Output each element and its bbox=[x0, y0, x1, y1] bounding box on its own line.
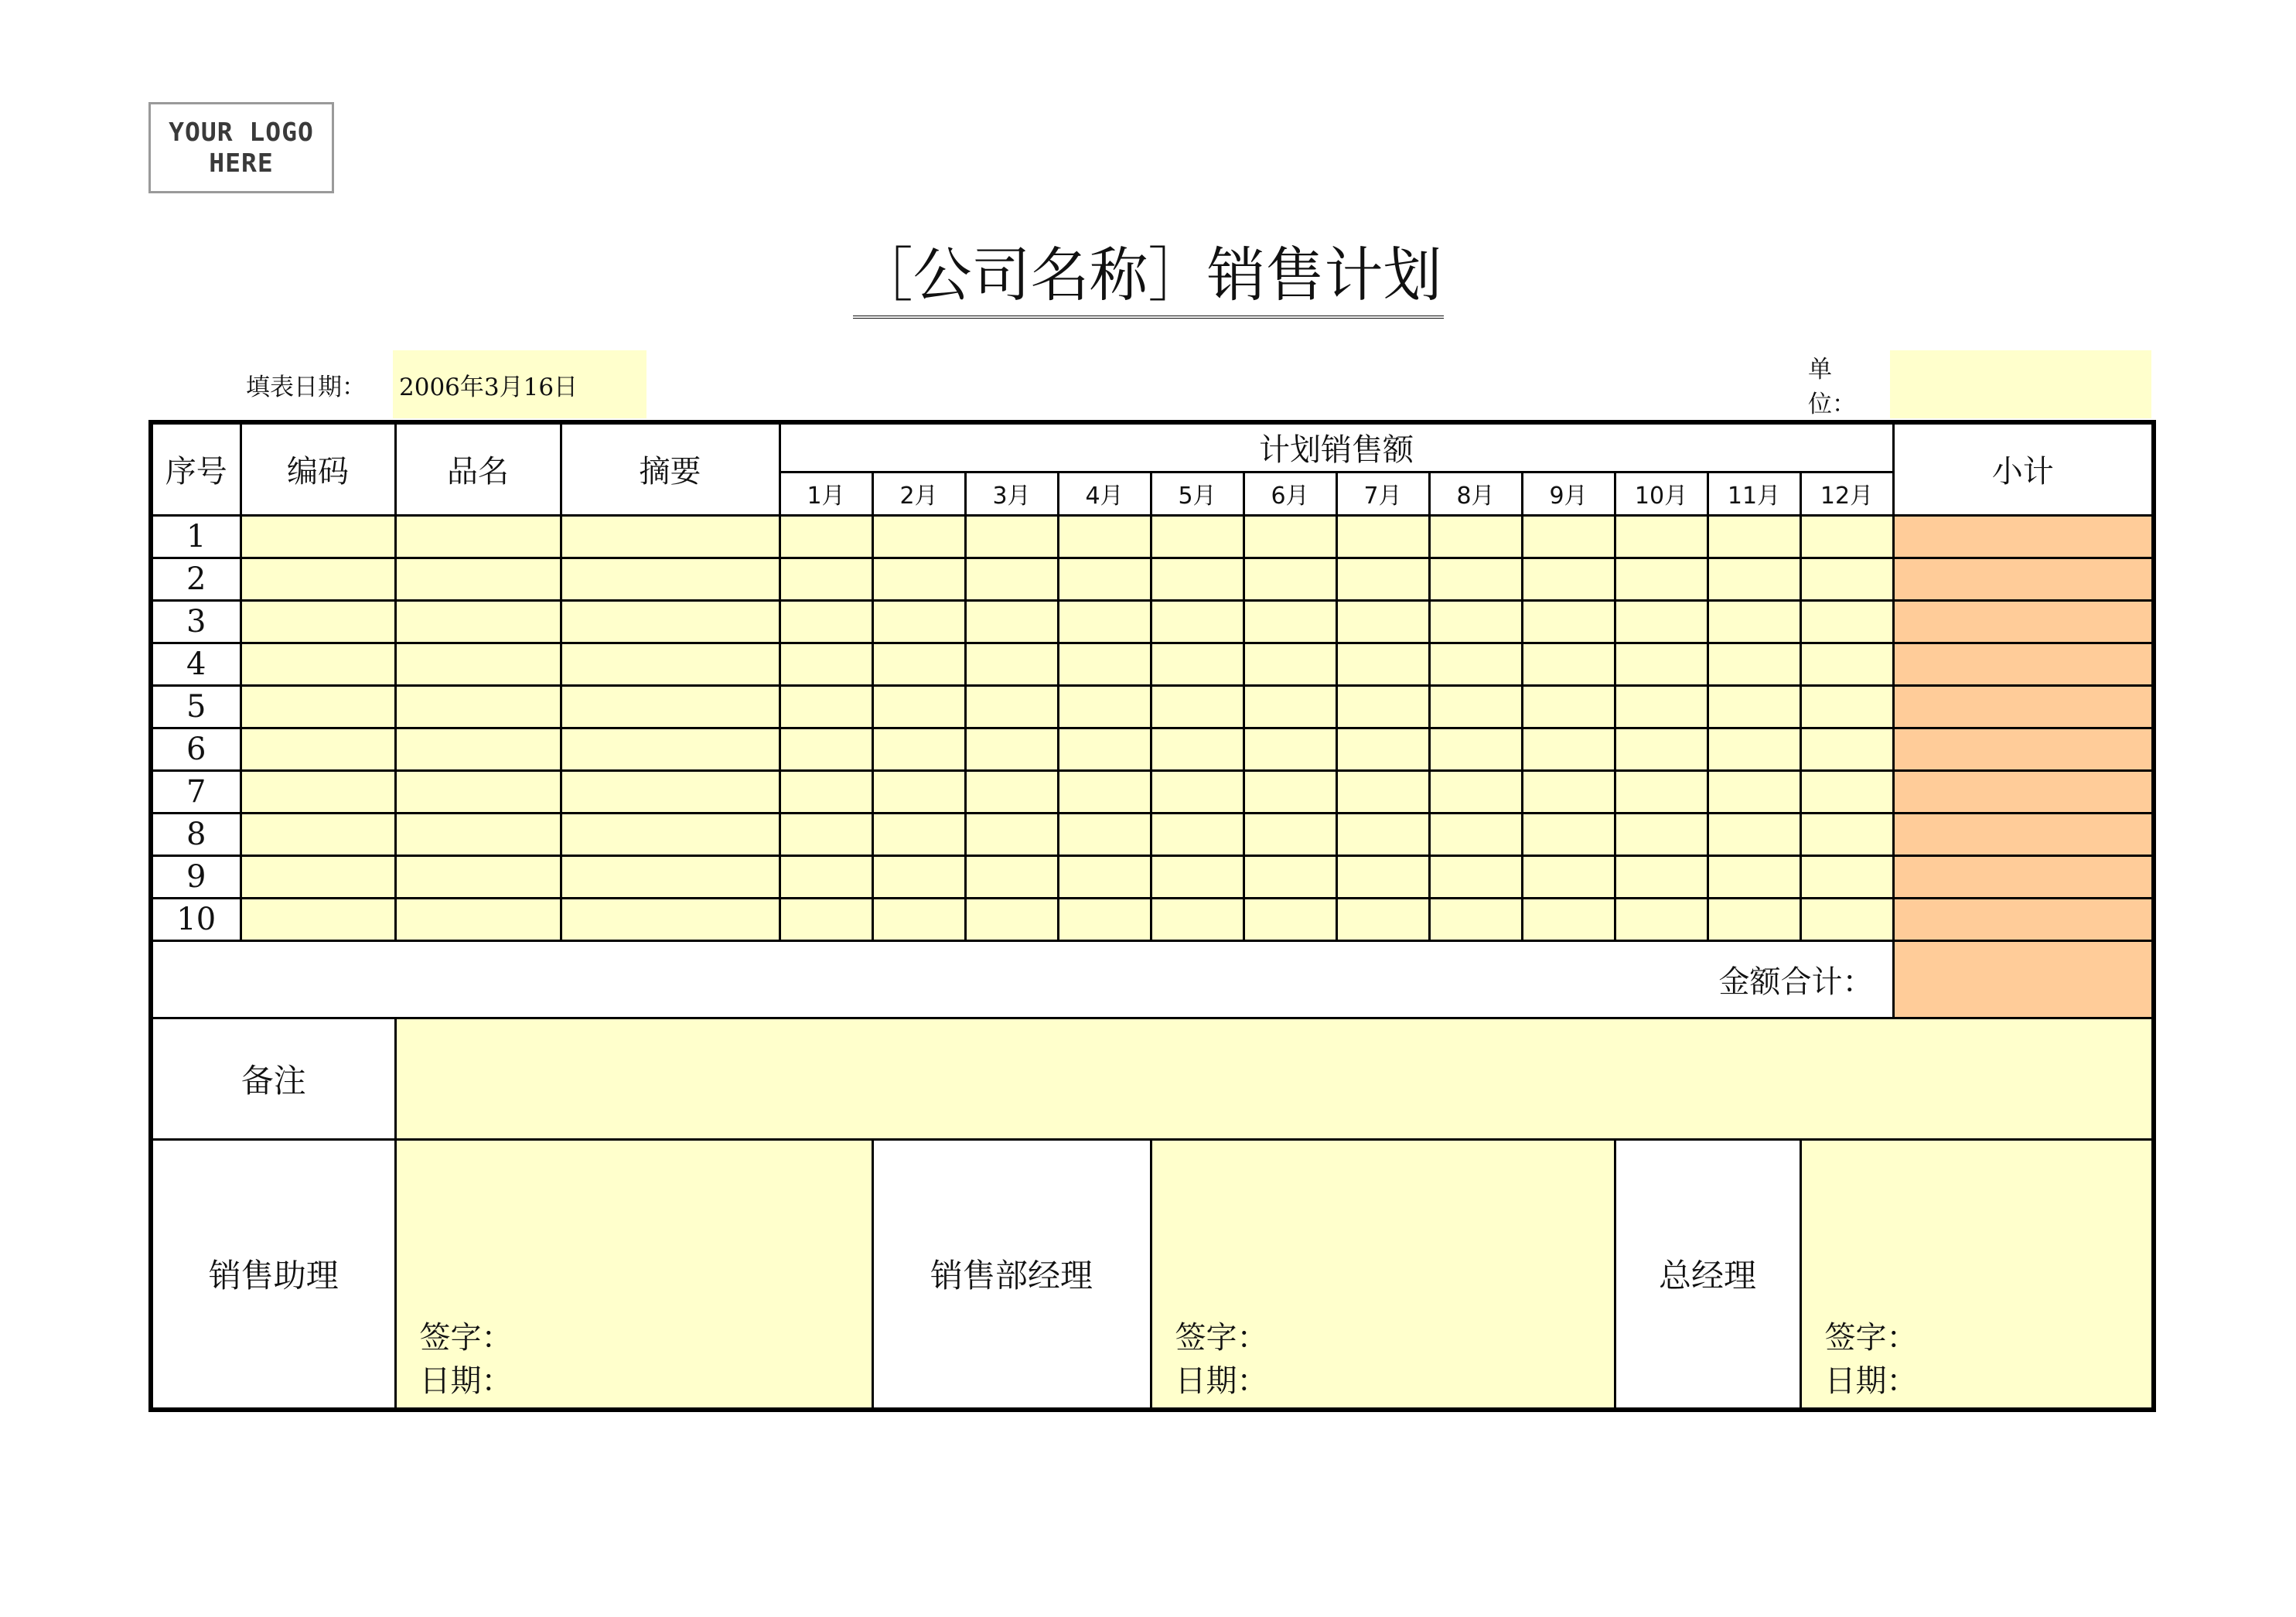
month-sales-cell[interactable] bbox=[1429, 898, 1522, 940]
month-sales-cell[interactable] bbox=[1429, 855, 1522, 898]
name-cell[interactable] bbox=[395, 728, 561, 770]
table-row bbox=[151, 728, 2154, 770]
month-sales-cell[interactable] bbox=[1244, 515, 1336, 558]
table-row bbox=[151, 898, 2154, 940]
month-sales-cell[interactable] bbox=[1800, 515, 1893, 558]
unit-label: 单位： bbox=[1808, 356, 1856, 418]
month-sales-cell[interactable] bbox=[872, 600, 965, 643]
month-sales-cell[interactable] bbox=[872, 643, 965, 685]
name-cell[interactable] bbox=[395, 600, 561, 643]
month-sales-cell[interactable] bbox=[1708, 813, 1800, 855]
month-sales-cell[interactable] bbox=[1244, 685, 1336, 728]
month-sales-cell[interactable] bbox=[1615, 855, 1708, 898]
month-sales-cell[interactable] bbox=[1244, 600, 1336, 643]
header-summary: 摘要 bbox=[561, 422, 780, 515]
code-cell[interactable] bbox=[241, 558, 395, 600]
summary-cell[interactable] bbox=[561, 770, 780, 813]
month-sales-cell[interactable] bbox=[1800, 558, 1893, 600]
header-month: 8月 bbox=[1429, 472, 1522, 515]
month-sales-cell[interactable] bbox=[780, 685, 872, 728]
month-sales-cell[interactable] bbox=[1708, 855, 1800, 898]
code-cell[interactable] bbox=[241, 515, 395, 558]
sign-label: 签字： bbox=[419, 1320, 513, 1356]
name-cell[interactable] bbox=[395, 770, 561, 813]
month-sales-cell[interactable] bbox=[1151, 898, 1244, 940]
subtotal-cell[interactable] bbox=[1893, 643, 2154, 685]
month-sales-cell[interactable] bbox=[1615, 728, 1708, 770]
row-seq: 6 bbox=[151, 728, 241, 770]
month-sales-cell[interactable] bbox=[1058, 728, 1151, 770]
sales-plan-table bbox=[148, 420, 2156, 1412]
signature-fields bbox=[420, 1316, 513, 1403]
month-sales-cell[interactable] bbox=[780, 558, 872, 600]
month-sales-cell[interactable] bbox=[780, 813, 872, 855]
row-seq: 10 bbox=[151, 898, 241, 940]
month-sales-cell[interactable] bbox=[1522, 558, 1615, 600]
page-title-wrap bbox=[0, 238, 2296, 319]
code-cell[interactable] bbox=[241, 728, 395, 770]
header-month: 7月 bbox=[1336, 472, 1429, 515]
row-seq: 2 bbox=[151, 558, 241, 600]
name-cell[interactable] bbox=[395, 643, 561, 685]
code-cell[interactable] bbox=[241, 770, 395, 813]
summary-cell[interactable] bbox=[561, 685, 780, 728]
month-sales-cell[interactable] bbox=[1058, 515, 1151, 558]
month-sales-cell[interactable] bbox=[1522, 855, 1615, 898]
row-seq: 3 bbox=[151, 600, 241, 643]
subtotal-cell[interactable] bbox=[1893, 515, 2154, 558]
month-sales-cell[interactable] bbox=[1800, 728, 1893, 770]
month-sales-cell[interactable] bbox=[1244, 770, 1336, 813]
subtotal-cell[interactable] bbox=[1893, 855, 2154, 898]
month-sales-cell[interactable] bbox=[1058, 600, 1151, 643]
month-sales-cell[interactable] bbox=[965, 770, 1058, 813]
summary-cell[interactable] bbox=[561, 728, 780, 770]
summary-cell[interactable] bbox=[561, 855, 780, 898]
month-sales-cell[interactable] bbox=[780, 515, 872, 558]
month-sales-cell[interactable] bbox=[965, 728, 1058, 770]
month-sales-cell[interactable] bbox=[1336, 855, 1429, 898]
table-row bbox=[151, 643, 2154, 685]
month-sales-cell[interactable] bbox=[1058, 643, 1151, 685]
month-sales-cell[interactable] bbox=[1429, 558, 1522, 600]
header-month: 2月 bbox=[872, 472, 965, 515]
month-sales-cell[interactable] bbox=[1058, 558, 1151, 600]
month-sales-cell[interactable] bbox=[872, 515, 965, 558]
sign-date-label: 日期： bbox=[1824, 1363, 1918, 1399]
month-sales-cell[interactable] bbox=[1522, 813, 1615, 855]
month-sales-cell[interactable] bbox=[1151, 728, 1244, 770]
month-sales-cell[interactable] bbox=[1522, 685, 1615, 728]
row-seq: 5 bbox=[151, 685, 241, 728]
subtotal-cell[interactable] bbox=[1893, 728, 2154, 770]
name-cell[interactable] bbox=[395, 515, 561, 558]
code-cell[interactable] bbox=[241, 855, 395, 898]
summary-cell[interactable] bbox=[561, 898, 780, 940]
month-sales-cell[interactable] bbox=[1522, 898, 1615, 940]
month-sales-cell[interactable] bbox=[1800, 813, 1893, 855]
month-sales-cell[interactable] bbox=[1615, 685, 1708, 728]
signature-fields bbox=[1825, 1316, 1918, 1403]
code-cell[interactable] bbox=[241, 643, 395, 685]
subtotal-cell[interactable] bbox=[1893, 685, 2154, 728]
name-cell[interactable] bbox=[395, 558, 561, 600]
month-sales-cell[interactable] bbox=[1429, 728, 1522, 770]
month-sales-cell[interactable] bbox=[1336, 898, 1429, 940]
month-sales-cell[interactable] bbox=[1708, 643, 1800, 685]
name-cell[interactable] bbox=[395, 813, 561, 855]
month-sales-cell[interactable] bbox=[1800, 898, 1893, 940]
month-sales-cell[interactable] bbox=[872, 813, 965, 855]
month-sales-cell[interactable] bbox=[1336, 685, 1429, 728]
month-sales-cell[interactable] bbox=[1615, 515, 1708, 558]
fill-date-label: 填表日期： bbox=[246, 373, 366, 401]
month-sales-cell[interactable] bbox=[1800, 770, 1893, 813]
month-sales-cell[interactable] bbox=[1615, 898, 1708, 940]
code-cell[interactable] bbox=[241, 898, 395, 940]
sales-dept-manager-signature[interactable] bbox=[1151, 1139, 1615, 1410]
header-month: 3月 bbox=[965, 472, 1058, 515]
month-sales-cell[interactable] bbox=[1522, 770, 1615, 813]
table-row bbox=[151, 600, 2154, 643]
header-month: 12月 bbox=[1800, 472, 1893, 515]
month-sales-cell[interactable] bbox=[1800, 643, 1893, 685]
summary-cell[interactable] bbox=[561, 643, 780, 685]
code-cell[interactable] bbox=[241, 685, 395, 728]
sales-dept-manager-label: 销售部经理 bbox=[872, 1139, 1151, 1410]
table-row bbox=[151, 813, 2154, 855]
logo-text-line1: YOUR LOGO bbox=[169, 117, 314, 147]
row-seq: 7 bbox=[151, 770, 241, 813]
subtotal-cell[interactable] bbox=[1893, 898, 2154, 940]
name-cell[interactable] bbox=[395, 855, 561, 898]
month-sales-cell[interactable] bbox=[780, 770, 872, 813]
summary-cell[interactable] bbox=[561, 558, 780, 600]
month-sales-cell[interactable] bbox=[965, 685, 1058, 728]
month-sales-cell[interactable] bbox=[1058, 898, 1151, 940]
header-month: 5月 bbox=[1151, 472, 1244, 515]
table-row bbox=[151, 855, 2154, 898]
month-sales-cell[interactable] bbox=[1429, 515, 1522, 558]
month-sales-cell[interactable] bbox=[1336, 770, 1429, 813]
month-sales-cell[interactable] bbox=[1058, 813, 1151, 855]
code-cell[interactable] bbox=[241, 600, 395, 643]
month-sales-cell[interactable] bbox=[1244, 728, 1336, 770]
month-sales-cell[interactable] bbox=[780, 600, 872, 643]
month-sales-cell[interactable] bbox=[1615, 600, 1708, 643]
month-sales-cell[interactable] bbox=[1244, 643, 1336, 685]
sales-assistant-label: 销售助理 bbox=[151, 1139, 395, 1410]
summary-cell[interactable] bbox=[561, 813, 780, 855]
month-sales-cell[interactable] bbox=[1429, 770, 1522, 813]
month-sales-cell[interactable] bbox=[872, 770, 965, 813]
subtotal-cell[interactable] bbox=[1893, 813, 2154, 855]
month-sales-cell[interactable] bbox=[1615, 813, 1708, 855]
month-sales-cell[interactable] bbox=[1615, 770, 1708, 813]
month-sales-cell[interactable] bbox=[1522, 600, 1615, 643]
page-title: ［公司名称］销售计划 bbox=[853, 238, 1444, 319]
month-sales-cell[interactable] bbox=[1522, 728, 1615, 770]
month-sales-cell[interactable] bbox=[965, 600, 1058, 643]
month-sales-cell[interactable] bbox=[1244, 558, 1336, 600]
month-sales-cell[interactable] bbox=[780, 855, 872, 898]
name-cell[interactable] bbox=[395, 685, 561, 728]
month-sales-cell[interactable] bbox=[1151, 558, 1244, 600]
header-month: 4月 bbox=[1058, 472, 1151, 515]
remarks-label: 备注 bbox=[151, 1018, 395, 1139]
header-month: 9月 bbox=[1522, 472, 1615, 515]
total-amount-cell[interactable] bbox=[1893, 940, 2154, 1018]
month-sales-cell[interactable] bbox=[1336, 643, 1429, 685]
header-month: 1月 bbox=[780, 472, 872, 515]
header-month: 11月 bbox=[1708, 472, 1800, 515]
month-sales-cell[interactable] bbox=[1429, 600, 1522, 643]
month-sales-cell[interactable] bbox=[1429, 685, 1522, 728]
month-sales-cell[interactable] bbox=[1336, 728, 1429, 770]
month-sales-cell[interactable] bbox=[1151, 515, 1244, 558]
remarks-input[interactable] bbox=[395, 1018, 2154, 1139]
table-row bbox=[151, 558, 2154, 600]
month-sales-cell[interactable] bbox=[1244, 898, 1336, 940]
fill-date-input[interactable]: 2006年3月16日 bbox=[393, 350, 646, 418]
summary-cell[interactable] bbox=[561, 515, 780, 558]
month-sales-cell[interactable] bbox=[965, 813, 1058, 855]
total-amount-label: 金额合计： bbox=[151, 940, 1893, 1018]
month-sales-cell[interactable] bbox=[872, 728, 965, 770]
row-seq: 1 bbox=[151, 515, 241, 558]
month-sales-cell[interactable] bbox=[1429, 813, 1522, 855]
month-sales-cell[interactable] bbox=[1708, 515, 1800, 558]
unit-input[interactable] bbox=[1890, 350, 2151, 418]
month-sales-cell[interactable] bbox=[1800, 600, 1893, 643]
month-sales-cell[interactable] bbox=[1336, 515, 1429, 558]
month-sales-cell[interactable] bbox=[1151, 643, 1244, 685]
month-sales-cell[interactable] bbox=[1336, 558, 1429, 600]
month-sales-cell[interactable] bbox=[1244, 855, 1336, 898]
month-sales-cell[interactable] bbox=[965, 558, 1058, 600]
month-sales-cell[interactable] bbox=[965, 855, 1058, 898]
month-sales-cell[interactable] bbox=[1708, 685, 1800, 728]
month-sales-cell[interactable] bbox=[1615, 558, 1708, 600]
month-sales-cell[interactable] bbox=[780, 728, 872, 770]
header-seq: 序号 bbox=[151, 422, 241, 515]
header-name: 品名 bbox=[395, 422, 561, 515]
table-row bbox=[151, 515, 2154, 558]
month-sales-cell[interactable] bbox=[1800, 685, 1893, 728]
month-sales-cell[interactable] bbox=[1522, 515, 1615, 558]
month-sales-cell[interactable] bbox=[780, 898, 872, 940]
table-row bbox=[151, 685, 2154, 728]
month-sales-cell[interactable] bbox=[1615, 643, 1708, 685]
header-month: 6月 bbox=[1244, 472, 1336, 515]
header-month: 10月 bbox=[1615, 472, 1708, 515]
month-sales-cell[interactable] bbox=[1151, 770, 1244, 813]
sign-label: 签字： bbox=[1824, 1320, 1918, 1356]
sales-assistant-signature[interactable] bbox=[395, 1139, 872, 1410]
header-code: 编码 bbox=[241, 422, 395, 515]
general-manager-signature[interactable] bbox=[1800, 1139, 2154, 1410]
summary-cell[interactable] bbox=[561, 600, 780, 643]
row-seq: 9 bbox=[151, 855, 241, 898]
header-plan-sales: 计划销售额 bbox=[780, 422, 1893, 472]
month-sales-cell[interactable] bbox=[965, 515, 1058, 558]
logo-text-line2: HERE bbox=[209, 148, 274, 178]
month-sales-cell[interactable] bbox=[1151, 855, 1244, 898]
month-sales-cell[interactable] bbox=[1708, 600, 1800, 643]
sign-label: 签字： bbox=[1175, 1320, 1268, 1356]
month-sales-cell[interactable] bbox=[1058, 685, 1151, 728]
month-sales-cell[interactable] bbox=[1708, 728, 1800, 770]
month-sales-cell[interactable] bbox=[1800, 855, 1893, 898]
month-sales-cell[interactable] bbox=[1058, 855, 1151, 898]
general-manager-label: 总经理 bbox=[1615, 1139, 1800, 1410]
code-cell[interactable] bbox=[241, 813, 395, 855]
month-sales-cell[interactable] bbox=[1522, 643, 1615, 685]
month-sales-cell[interactable] bbox=[1058, 770, 1151, 813]
month-sales-cell[interactable] bbox=[872, 855, 965, 898]
month-sales-cell[interactable] bbox=[1336, 813, 1429, 855]
month-sales-cell[interactable] bbox=[872, 685, 965, 728]
month-sales-cell[interactable] bbox=[1151, 600, 1244, 643]
month-sales-cell[interactable] bbox=[1708, 558, 1800, 600]
month-sales-cell[interactable] bbox=[965, 643, 1058, 685]
month-sales-cell[interactable] bbox=[780, 643, 872, 685]
month-sales-cell[interactable] bbox=[872, 898, 965, 940]
month-sales-cell[interactable] bbox=[965, 898, 1058, 940]
month-sales-cell[interactable] bbox=[1429, 643, 1522, 685]
sign-date-label: 日期： bbox=[1175, 1363, 1268, 1399]
table-row bbox=[151, 770, 2154, 813]
subtotal-cell[interactable] bbox=[1893, 770, 2154, 813]
month-sales-cell[interactable] bbox=[1708, 898, 1800, 940]
month-sales-cell[interactable] bbox=[1151, 685, 1244, 728]
name-cell[interactable] bbox=[395, 898, 561, 940]
month-sales-cell[interactable] bbox=[1151, 813, 1244, 855]
header-subtotal: 小计 bbox=[1893, 422, 2154, 515]
subtotal-cell[interactable] bbox=[1893, 558, 2154, 600]
signature-fields bbox=[1175, 1316, 1268, 1403]
month-sales-cell[interactable] bbox=[1244, 813, 1336, 855]
row-seq: 4 bbox=[151, 643, 241, 685]
subtotal-cell[interactable] bbox=[1893, 600, 2154, 643]
row-seq: 8 bbox=[151, 813, 241, 855]
month-sales-cell[interactable] bbox=[1336, 600, 1429, 643]
month-sales-cell[interactable] bbox=[872, 558, 965, 600]
sign-date-label: 日期： bbox=[419, 1363, 513, 1399]
company-logo-placeholder bbox=[148, 102, 334, 193]
month-sales-cell[interactable] bbox=[1708, 770, 1800, 813]
